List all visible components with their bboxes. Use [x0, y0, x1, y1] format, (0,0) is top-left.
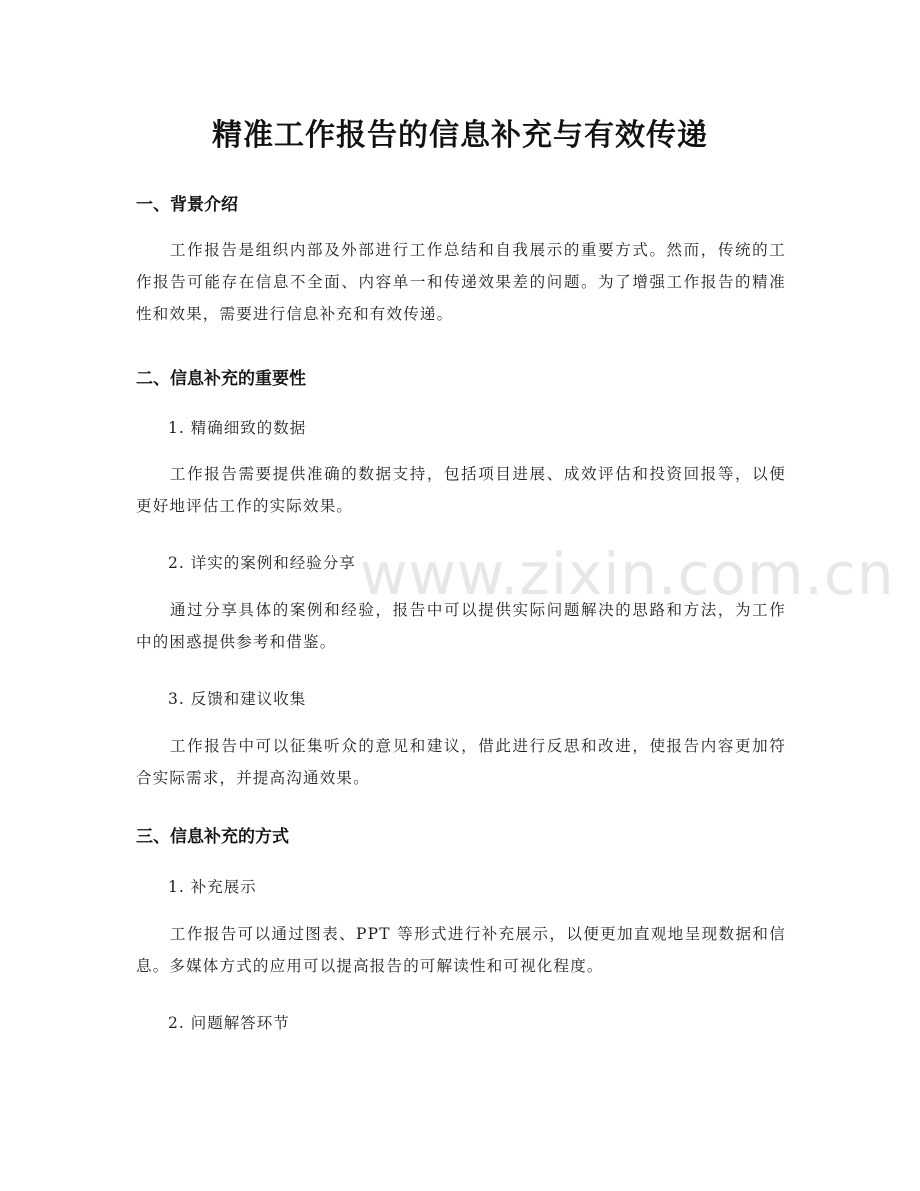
section-heading-methods: 三、信息补充的方式 — [136, 827, 289, 847]
list-item-label: 1. 补充展示 — [168, 878, 257, 896]
list-item-paragraph: 通过分享具体的案例和经验，报告中可以提供实际问题解决的思路和方法，为工作中的困惑提供参考和借鉴。 — [136, 601, 786, 651]
list-item-paragraph: 工作报告可以通过图表、PPT 等形式进行补充展示，以便更加直观地呈现数据和信息。多媒体方式的应用可以提高报告的可解读性和可视化程度。 — [136, 925, 786, 975]
list-item-paragraph: 工作报告需要提供准确的数据支持，包括项目进展、成效评估和投资回报等，以便更好地评估工作的实际效果。 — [136, 465, 786, 515]
list-item-label: 3. 反馈和建议收集 — [168, 690, 307, 708]
document-title: 精准工作报告的信息补充与有效传递 — [212, 118, 708, 153]
watermark: www.zixin.com.cn — [360, 540, 895, 608]
list-item-paragraph: 工作报告中可以征集听众的意见和建议，借此进行反思和改进，使报告内容更加符合实际需求，并提高沟通效果。 — [136, 737, 786, 787]
list-item-label: 2. 详实的案例和经验分享 — [168, 554, 356, 572]
list-item-label: 2. 问题解答环节 — [168, 1014, 290, 1032]
section-heading-importance: 二、信息补充的重要性 — [136, 369, 306, 389]
section-heading-background: 一、背景介绍 — [136, 195, 238, 215]
list-item-label: 1. 精确细致的数据 — [168, 419, 307, 437]
section-paragraph-background: 工作报告是组织内部及外部进行工作总结和自我展示的重要方式。然而，传统的工作报告可能存在信息不全面、内容单一和传递效果差的问题。为了增强工作报告的精准性和效果，需要进行信息补充和有效传递。 — [136, 241, 786, 323]
